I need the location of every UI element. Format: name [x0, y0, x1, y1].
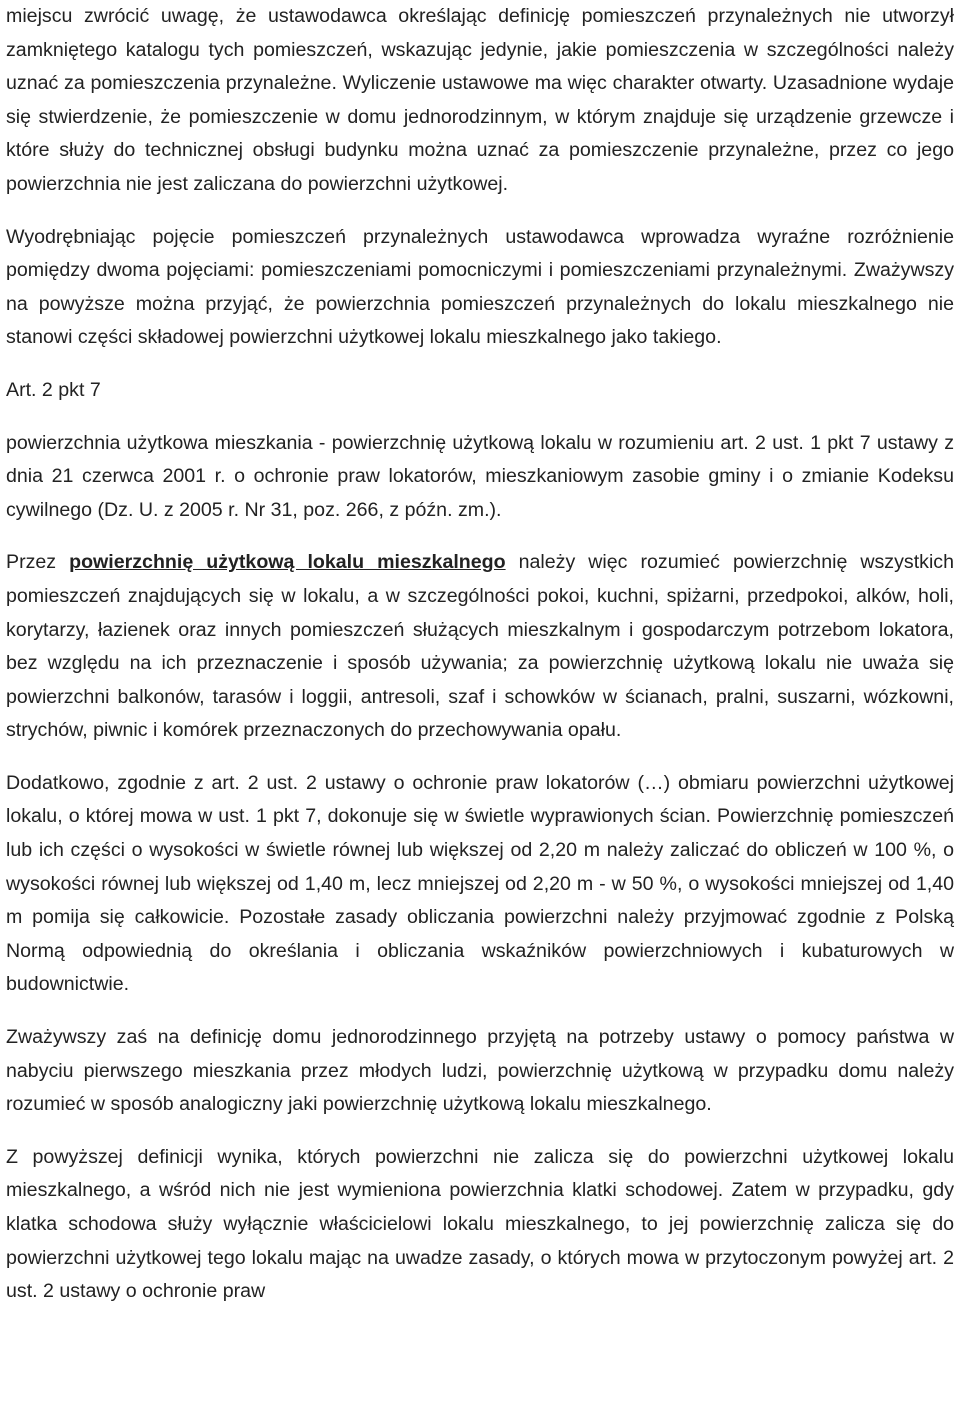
- paragraph-4: [6, 546, 954, 748]
- paragraph-2: Wyodrębniając pojęcie pomieszczeń przynależnych ustawodawca wprowadza wyraźne rozróżnienie pomiędzy dwoma pojęciami: pomieszczeniami pomocniczymi i pomieszczeniami przynależnymi. Zważywszy na powyższe można przyjąć, że powierzchnia pomieszczeń przynależnych do lokalu mieszkalnego nie stanowi części składowej powierzchni użytkowej lokalu mieszkalnego jako takiego.: [6, 225, 954, 349]
- document-page: [6, 0, 954, 1309]
- paragraph-3: powierzchnia użytkowa mieszkania - powierzchnię użytkową lokalu w rozumieniu art. 2 ust. 1 pkt 7 ustawy z dnia 21 czerwca 2001 r. o ochronie praw lokatorów, mieszkaniowym zasobie gminy i o zmianie Kodeksu cywilnego (Dz. U. z 2005 r. Nr 31, poz. 266, z późn. zm.).: [6, 431, 954, 521]
- paragraph-6: Zważywszy zaś na definicję domu jednorodzinnego przyjętą na potrzeby ustawy o pomocy państwa w nabyciu pierwszego mieszkania przez młodych ludzi, powierzchnię użytkową w przypadku domu należy rozumieć w sposób analogiczny jaki powierzchnię użytkową lokalu mieszkalnego.: [6, 1026, 954, 1116]
- paragraph-5: Dodatkowo, zgodnie z art. 2 ust. 2 ustawy o ochronie praw lokatorów (…) obmiaru powierzchni użytkowej lokalu, o której mowa w ust. 1 pkt 7, dokonuje się w świetle wyprawionych ścian. Powierzchnię pomieszczeń lub ich części o wysokości w świetle równej lub większej od 2,20 m należy zaliczać do obliczeń w 100 %, o wysokości równej lub większej od 1,40 m, lecz mniejszej od 2,20 m - w 50 %, o wysokości mniejszej od 1,40 m pomija się całkowicie. Pozostałe zasady obliczania powierzchni należy przyjmować zgodnie z Polską Normą odpowiednią do określania i obliczania wskaźników powierzchniowych i kubaturowych w budownictwie.: [6, 771, 954, 996]
- paragraph-4-start: Przez: [6, 551, 70, 574]
- paragraph-4-bold-term: powierzchnię użytkową lokalu mieszkalnego: [69, 551, 506, 574]
- paragraph-1: miejscu zwrócić uwagę, że ustawodawca określając definicję pomieszczeń przynależnych nie utworzył zamkniętego katalogu tych pomieszczeń, wskazując jedynie, jakie pomieszczenia w szczególności należy uznać za pomieszczenia przynależne. Wyliczenie ustawowe ma więc charakter otwarty. Uzasadnione wydaje się stwierdzenie, że pomieszczenie w domu jednorodzinnym, w którym znajduje się urządzenie grzewcze i które służy do technicznej obsługi budynku można uznać za pomieszczenie przynależne, przez co jego powierzchnia nie jest zaliczana do powierzchni użytkowej.: [6, 5, 954, 195]
- paragraph-4-rest: należy więc rozumieć powierzchnię wszystkich pomieszczeń znajdujących się w lokalu, a w szczególności pokoi, kuchni, spiżarni, przedpokoi, alków, holi, korytarzy, łazienek oraz innych pomieszczeń służących mieszkalnym i gospodarczym potrzebom lokatora, bez względu na ich przeznaczenie i sposób używania; za powierzchnię użytkową lokalu nie uważa się powierzchni balkonów, tarasów i loggii, antresoli, szaf i schowków w ścianach, pralni, suszarni, wózkowni, strychów, piwnic i komórek przeznaczonych do przechowywania opału.: [6, 551, 954, 742]
- paragraph-7: Z powyższej definicji wynika, których powierzchni nie zalicza się do powierzchni użytkowej lokalu mieszkalnego, a wśród nich nie jest wymieniona powierzchnia klatki schodowej. Zatem w przypadku, gdy klatka schodowa służy wyłącznie właścicielowi lokalu mieszkalnego, to jej powierzchnię zalicza się do powierzchni użytkowej tego lokalu mając na uwadze zasady, o których mowa w przytoczonym powyżej art. 2 ust. 2 ustawy o ochronie praw: [6, 1145, 954, 1303]
- article-heading: Art. 2 pkt 7: [6, 378, 101, 401]
